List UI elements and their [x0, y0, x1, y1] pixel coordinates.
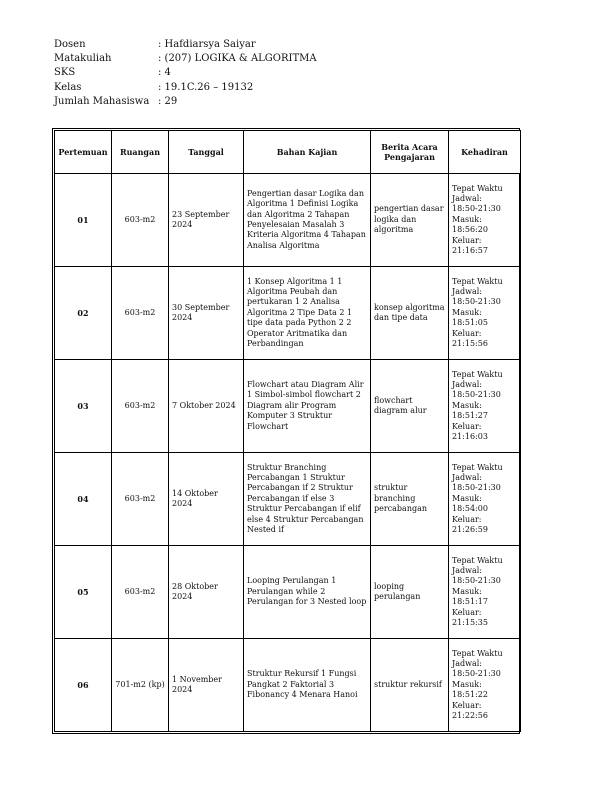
info-value: : 19.1C.26 – 19132 [158, 81, 254, 93]
cell-berita-acara: struktur rekursif [371, 639, 449, 732]
info-label: Kelas [54, 81, 82, 93]
cell-ruangan: 603-m2 [112, 174, 169, 267]
cell-ruangan: 603-m2 [112, 267, 169, 360]
table-row [55, 639, 521, 732]
info-row-kelas [54, 81, 317, 95]
cell-bahan-kajian: Struktur Rekursif 1 Fungsi Pangkat 2 Faktorial 3 Fibonancy 4 Menara Hanoi [244, 639, 371, 732]
info-label: Dosen [54, 39, 86, 50]
cell-kehadiran: Tepat Waktu Jadwal: 18:50-21:30 Masuk: 18:56:20 Keluar: 21:16:57 [449, 174, 521, 267]
table-row [55, 360, 521, 453]
cell-pertemuan: 04 [55, 453, 112, 546]
header-ruangan: Ruangan [112, 131, 169, 174]
table-row [55, 453, 521, 546]
attendance-table [54, 130, 521, 732]
header-bahan-kajian: Bahan Kajian [244, 131, 371, 174]
cell-pertemuan: 06 [55, 639, 112, 732]
cell-pertemuan: 02 [55, 267, 112, 360]
cell-kehadiran: Tepat Waktu Jadwal: 18:50-21:30 Masuk: 18:51:05 Keluar: 21:15:56 [449, 267, 521, 360]
table-row [55, 546, 521, 639]
info-label: Jumlah Mahasiswa [54, 95, 150, 107]
cell-berita-acara: struktur branching percabangan [371, 453, 449, 546]
course-info [54, 38, 317, 109]
cell-bahan-kajian: Looping Perulangan 1 Perulangan while 2 Perulangan for 3 Nested loop [244, 546, 371, 639]
cell-pertemuan: 05 [55, 546, 112, 639]
cell-berita-acara: looping perulangan [371, 546, 449, 639]
info-value: : 4 [158, 67, 171, 79]
info-value: : Hafdiarsya Saiyar [158, 39, 256, 50]
header-berita-acara: Berita Acara Pengajaran [371, 131, 449, 174]
cell-ruangan: 701-m2 (kp) [112, 639, 169, 732]
info-row-sks [54, 66, 317, 80]
cell-tanggal: 23 September 2024 [169, 174, 244, 267]
cell-kehadiran: Tepat Waktu Jadwal: 18:50-21:30 Masuk: 18:51:17 Keluar: 21:15:35 [449, 546, 521, 639]
info-value: : (207) LOGIKA & ALGORITMA [158, 53, 317, 65]
table-header-row [55, 131, 521, 174]
cell-ruangan: 603-m2 [112, 546, 169, 639]
cell-kehadiran: Tepat Waktu Jadwal: 18:50-21:30 Masuk: 18:54:00 Keluar: 21:26:59 [449, 453, 521, 546]
table-row [55, 267, 521, 360]
info-label: Matakuliah [54, 53, 112, 65]
cell-ruangan: 603-m2 [112, 360, 169, 453]
cell-kehadiran: Tepat Waktu Jadwal: 18:50-21:30 Masuk: 18:51:22 Keluar: 21:22:56 [449, 639, 521, 732]
info-value: : 29 [158, 95, 178, 107]
cell-bahan-kajian: 1 Konsep Algoritma 1 1 Algoritma Peubah dan pertukaran 1 2 Analisa Algoritma 2 Tipe Data 2 1 tipe data pada Python 2 2 Operator Aritmatika dan Perbandingan [244, 267, 371, 360]
cell-berita-acara: flowchart diagram alur [371, 360, 449, 453]
header-tanggal: Tanggal [169, 131, 244, 174]
cell-tanggal: 28 Oktober 2024 [169, 546, 244, 639]
header-kehadiran: Kehadiran [449, 131, 521, 174]
cell-berita-acara: pengertian dasar logika dan algoritma [371, 174, 449, 267]
cell-tanggal: 1 November 2024 [169, 639, 244, 732]
info-row-matakuliah [54, 52, 317, 66]
cell-kehadiran: Tepat Waktu Jadwal: 18:50-21:30 Masuk: 18:51:27 Keluar: 21:16:03 [449, 360, 521, 453]
cell-bahan-kajian: Flowchart atau Diagram Alir 1 Simbol-simbol flowchart 2 Diagram alir Program Komputer 3 Struktur Flowchart [244, 360, 371, 453]
cell-berita-acara: konsep algoritma dan tipe data [371, 267, 449, 360]
cell-pertemuan: 03 [55, 360, 112, 453]
header-pertemuan: Pertemuan [55, 131, 112, 174]
cell-bahan-kajian: Pengertian dasar Logika dan Algoritma 1 Definisi Logika dan Algoritma 2 Tahapan Penyelesaian Masalah 3 Kriteria Algoritma 4 Tahapan Analisa Algoritma [244, 174, 371, 267]
cell-bahan-kajian: Struktur Branching Percabangan 1 Struktur Percabangan if 2 Struktur Percabangan if else 3 Struktur Percabangan if elif else 4 Struktur Percabangan Nested if [244, 453, 371, 546]
info-label: SKS [54, 67, 76, 79]
cell-pertemuan: 01 [55, 174, 112, 267]
cell-ruangan: 603-m2 [112, 453, 169, 546]
table-row [55, 174, 521, 267]
info-row-dosen [54, 38, 317, 52]
cell-tanggal: 7 Oktober 2024 [169, 360, 244, 453]
cell-tanggal: 14 Oktober 2024 [169, 453, 244, 546]
cell-tanggal: 30 September 2024 [169, 267, 244, 360]
info-row-jumlah-mahasiswa [54, 95, 317, 109]
